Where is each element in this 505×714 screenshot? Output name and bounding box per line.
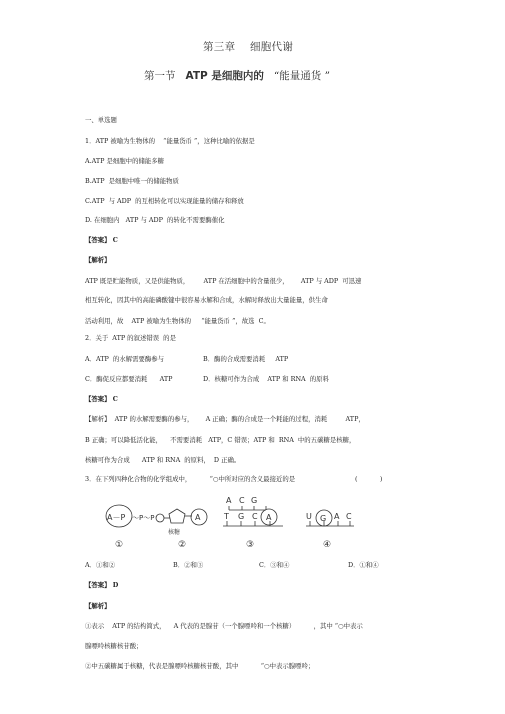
q1-option-a: A.ATP 是细胞中的储能多糖	[85, 157, 165, 165]
chapter-title: 第三章 细胞代谢	[203, 41, 294, 53]
section-title-main: ATP 是细胞内的	[185, 70, 264, 82]
q2-analysis-line-3: 核糖可作为合成 ATP 和 RNA 的原料， D 正确。	[85, 456, 241, 464]
q1-analysis-line-1: ATP 既是贮能物质，又是供能物质， ATP 在活细胞中的含量很少， ATP 与 ADP 可迅速	[85, 277, 362, 285]
f2-base-label: A	[195, 513, 201, 522]
f4-base-3: A	[334, 512, 340, 521]
f2-phosphate-circle	[156, 514, 164, 522]
q1-option-d: D. 在细胞内 ATP 与 ADP 的转化不需要酶催化	[85, 216, 225, 224]
q1-analysis-label: 【解析】	[85, 256, 111, 264]
q3-analysis-line-3: ②中五碳糖属于核糖，代表是腺嘌呤核糖核苷酸，其中 “○中表示腺嘌呤；	[85, 662, 315, 670]
q3-option-b: B．②和③	[173, 561, 204, 569]
f4-base-2: G	[320, 514, 327, 523]
q3-analysis-line-1: ①表示 ATP 的结构简式， A 代表的是腺苷（一个腺嘌呤和一个核糖） ，其中 “○中表示	[85, 622, 363, 630]
q3-answer: 【答案】 D	[85, 581, 119, 589]
q1-answer: 【答案】 C	[85, 236, 118, 244]
q3-structure-figure	[98, 490, 358, 552]
q2-analysis-line-1: 【解析】 ATP 的水解需要酶的参与， A 正确；酶的合成是一个耗能的过程，消耗 ATP，	[85, 415, 365, 423]
q2-answer: 【答案】 C	[85, 395, 118, 403]
q3-answer-bracket: ( )	[355, 475, 383, 483]
f2-sugar-label: 核糖	[168, 529, 181, 536]
section-title-prefix: 第一节	[144, 70, 176, 82]
q2-option-c: C．酶促反应都要消耗 ATP	[85, 375, 173, 383]
f4-base-1: U	[306, 512, 312, 521]
part-heading: 一、单选题	[85, 116, 117, 124]
f3-top-1: A	[226, 496, 232, 505]
f3-bottom-3: C	[252, 512, 258, 521]
q3-analysis-label: 【解析】	[85, 602, 111, 610]
f2-ribose-pentagon	[169, 509, 185, 523]
section-title	[144, 71, 330, 82]
f3-top-3: G	[251, 496, 258, 505]
f3-bottom-4: A	[266, 513, 272, 522]
f-num-4: ④	[323, 540, 332, 550]
q1-option-c: C.ATP 与 ADP 的互相转化可以实现能量的储存和释放	[85, 197, 244, 205]
f1-label: A－P	[107, 513, 126, 522]
q1-analysis-line-2: 相互转化，因其中的高能磷酸键中很容易水解和合成，水解时释放出大量能量，供生命	[85, 296, 328, 304]
q3-option-a: A．①和②	[85, 561, 116, 569]
q1-stem: 1．ATP 被喻为生物体的 “能量货币 ”，这种比喻的依据是	[85, 137, 255, 145]
q2-analysis-line-2: B 正确；可以降低活化能， 不需要消耗 ATP，C 错误；ATP 和 RNA 中的五碳糖是核糖，	[85, 436, 356, 444]
q3-option-d: D．①和④	[348, 561, 379, 569]
q3-analysis-line-2: 腺嘌呤核糖核苷酸；	[85, 642, 143, 650]
f3-bottom-2: G	[238, 512, 245, 521]
section-title-suffix: “能量通货 ”	[273, 70, 330, 82]
q3-stem: 3．在下列四种化合物的化学组成中， “○中所对应的含义最接近的是	[85, 475, 296, 483]
f-num-3: ③	[246, 540, 255, 550]
q2-option-d: D．核糖可作为合成 ATP 和 RNA 的原料	[203, 375, 329, 383]
q3-option-c: C．③和④	[259, 561, 290, 569]
q1-analysis-line-3: 活动利用，故 ATP 被喻为生物体的 “能量货币 ”，故选 C。	[85, 317, 270, 325]
f3-bottom-1: T	[224, 512, 229, 521]
q2-option-b: B．酶的合成需要消耗 ATP	[203, 355, 289, 363]
f1-tail: ～P～P	[132, 514, 155, 522]
q1-option-b: B.ATP 是细胞中唯一的储能物质	[85, 177, 179, 185]
f4-base-4: C	[346, 512, 352, 521]
q2-stem: 2．关于 ATP 的叙述错误 的是	[85, 334, 176, 342]
f-num-1: ①	[115, 540, 124, 550]
q2-option-a: A．ATP 的水解需要酶参与	[85, 355, 165, 363]
f-num-2: ②	[178, 540, 187, 550]
f3-top-2: C	[239, 496, 245, 505]
